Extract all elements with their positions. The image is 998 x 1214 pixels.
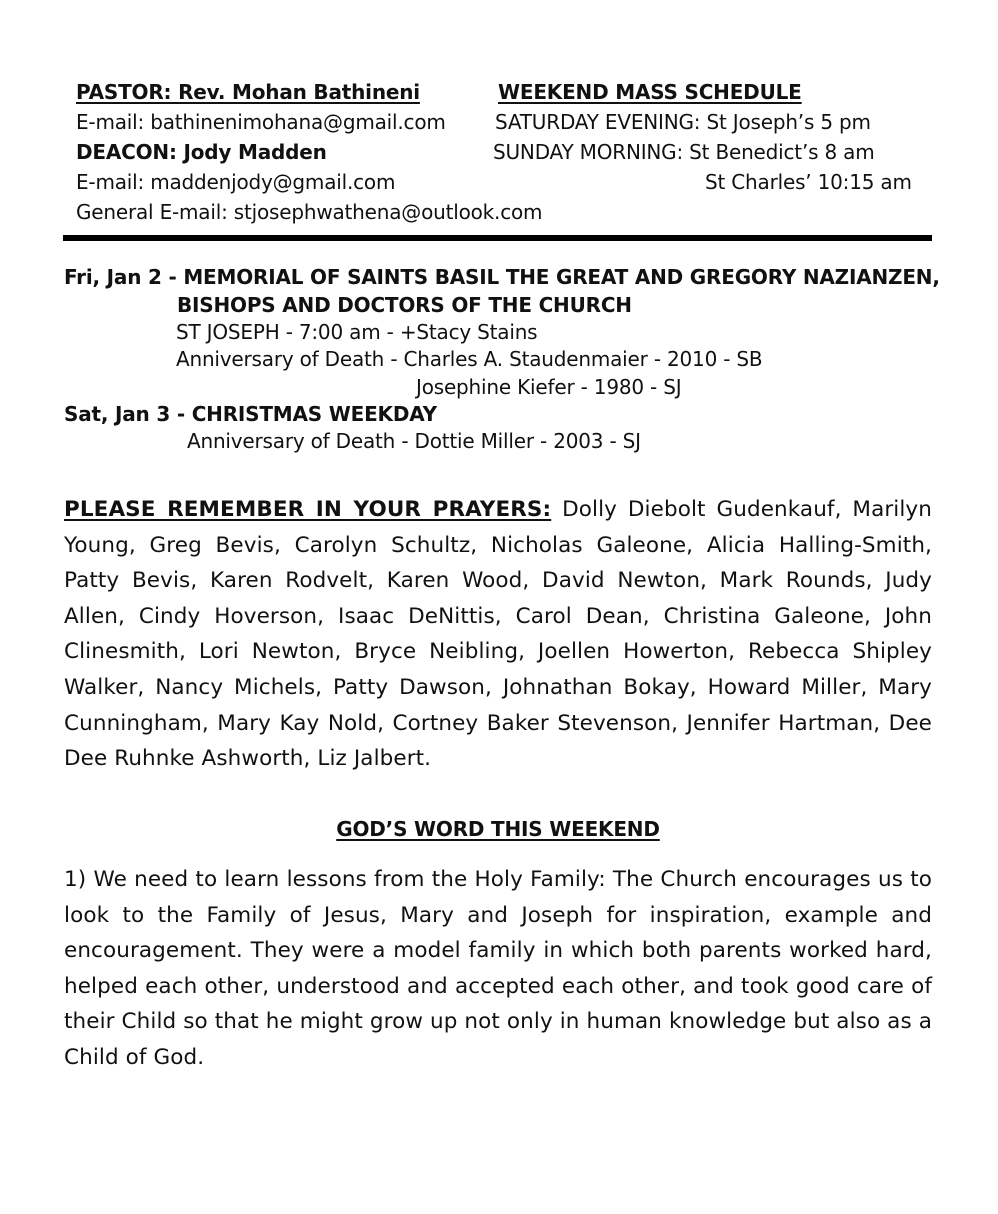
prayers-section — [64, 492, 932, 777]
gods-word-title — [64, 814, 932, 844]
prayers-label: PLEASE REMEMBER IN YOUR PRAYERS: — [64, 497, 552, 522]
pastor-label: PASTOR: Rev. Mohan Bathineni — [76, 80, 420, 104]
mass-schedule-title: WEEKEND MASS SCHEDULE — [498, 80, 802, 104]
mass-sunday: SUNDAY MORNING: St Benedict’s 8 am — [493, 140, 875, 164]
gods-word-paragraph-1: 1) We need to learn lessons from the Holy Family: The Church encourages us to look to the Family of Jesus, Mary and Joseph for inspiration, example and encouragement. They were a model family in which both parents worked hard, helped each other, understood and accepted each other, and took good care of their Child so that he might grow up not only in human knowledge but also as a Child of God. — [64, 867, 932, 1070]
prayers-names: Dolly Diebolt Gudenkauf, Marilyn Young, Greg Bevis, Carolyn Schultz, Nicholas Galeone, Alicia Halling-Smith, Patty Bevis, Karen Rodvelt, Karen Wood, David Newton, Mark Rounds, Judy Allen, Cindy Hoverson, Isaac DeNittis, Carol Dean, Christina Galeone, John Clinesmith, Lori Newton, Bryce Neibling, Joellen Howerton, Rebecca Shipley Walker, Nancy Michels, Patty Dawson, Johnathan Bokay, Howard Miller, Mary Cunningham, Mary Kay Nold, Cortney Baker Stevenson, Jennifer Hartman, Dee Dee Ruhnke Ashworth, Liz Jalbert. — [64, 497, 932, 772]
deacon-email: E-mail: maddenjody@gmail.com — [76, 170, 396, 194]
mass-sunday-2: St Charles’ 10:15 am — [705, 170, 912, 194]
header-divider — [63, 235, 932, 241]
fri-anniversary: Anniversary of Death - Charles A. Staudenmaier - 2010 - SB — [176, 347, 763, 371]
fri-mass: ST JOSEPH - 7:00 am - +Stacy Stains — [176, 320, 538, 344]
sat-heading: Sat, Jan 3 - CHRISTMAS WEEKDAY — [64, 402, 437, 426]
sat-anniversary: Anniversary of Death - Dottie Miller - 2003 - SJ — [187, 429, 641, 453]
mass-saturday: SATURDAY EVENING: St Joseph’s 5 pm — [495, 110, 871, 134]
fri-anniversary-2: Josephine Kiefer - 1980 - SJ — [416, 375, 682, 399]
gods-word-title-text: GOD’S WORD THIS WEEKEND — [336, 817, 660, 841]
fri-heading: Fri, Jan 2 - MEMORIAL OF SAINTS BASIL THE GREAT AND GREGORY NAZIANZEN, — [64, 265, 940, 289]
deacon-label: DEACON: Jody Madden — [76, 140, 327, 164]
fri-heading-cont: BISHOPS AND DOCTORS OF THE CHURCH — [177, 293, 632, 317]
pastor-email: E-mail: bathinenimohana@gmail.com — [76, 110, 446, 134]
general-email: General E-mail: stjosephwathena@outlook.com — [76, 200, 543, 224]
